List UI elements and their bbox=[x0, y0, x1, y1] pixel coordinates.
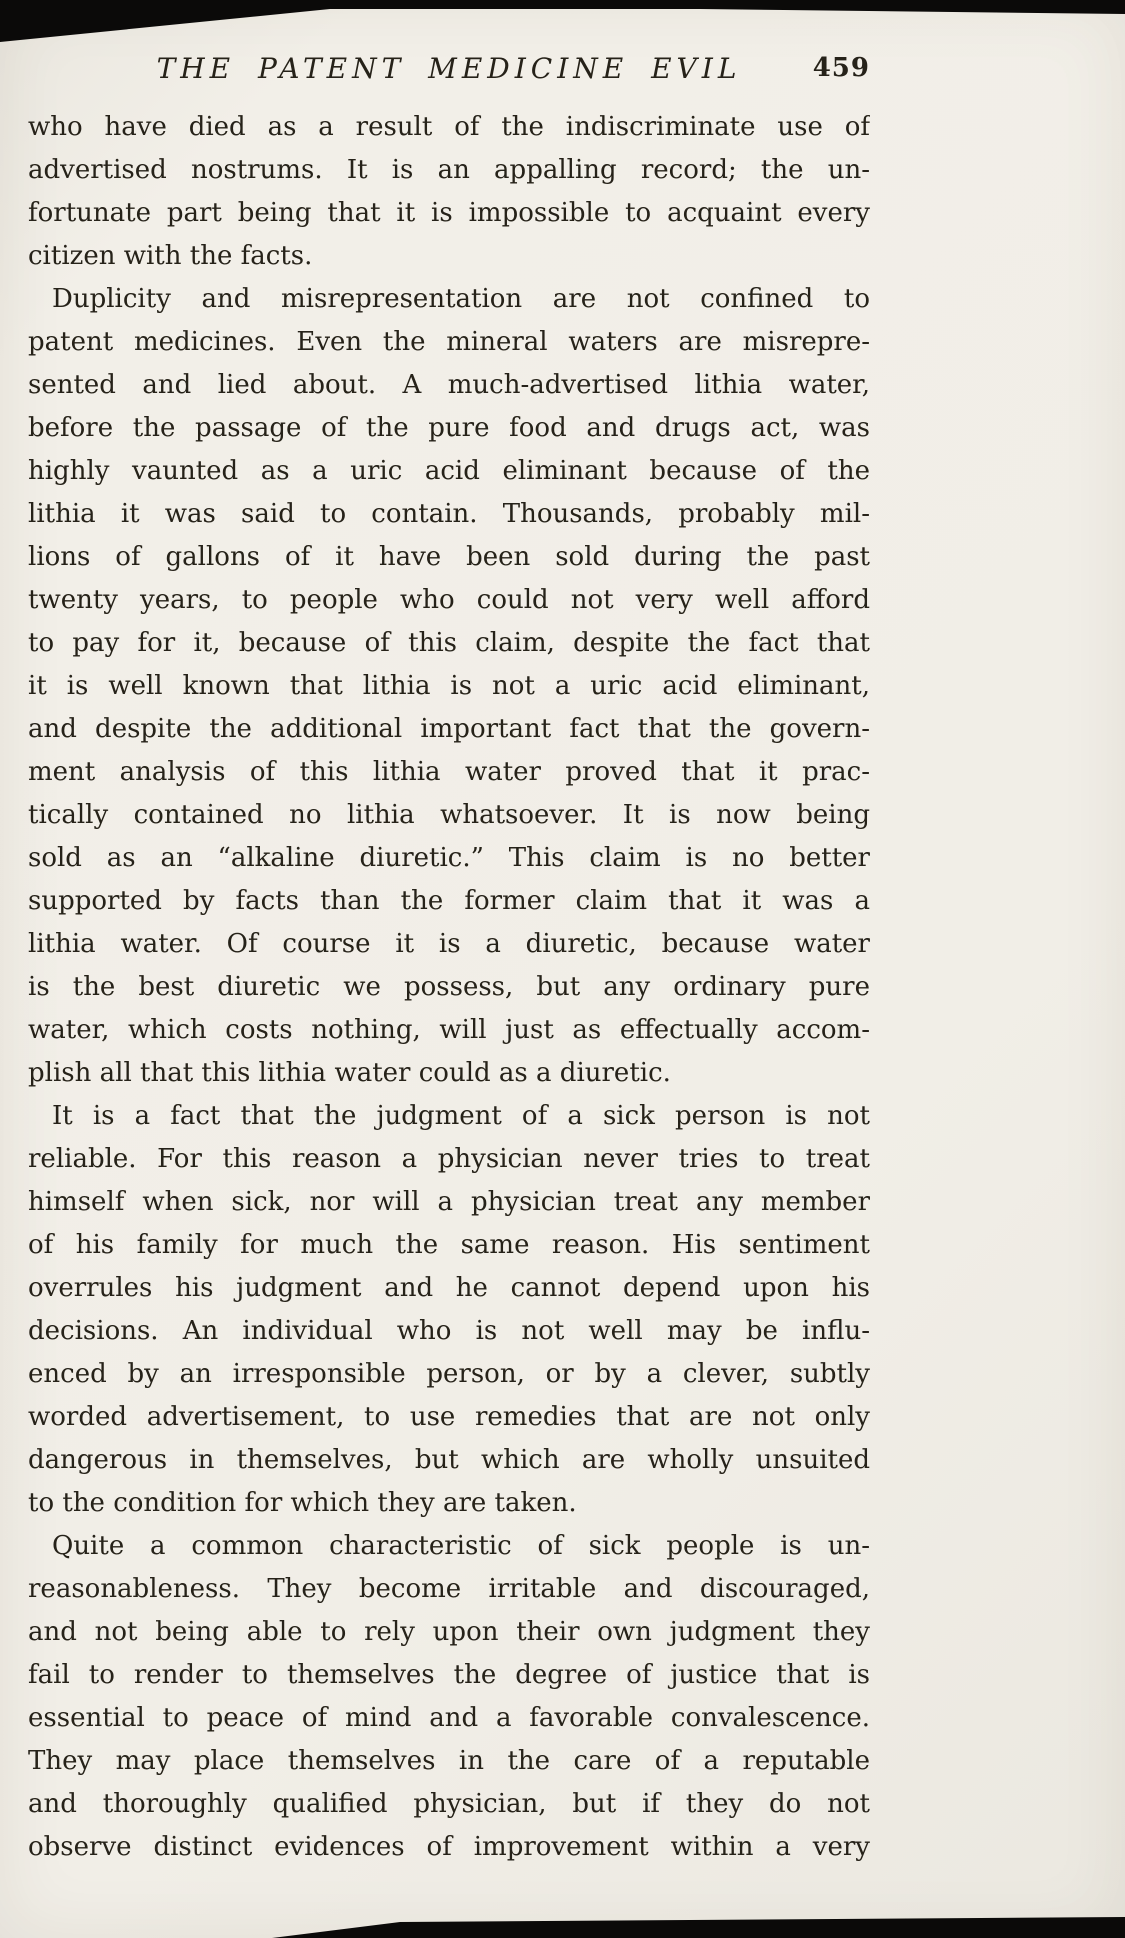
text-line: lions of gallons of it have been sold during the past bbox=[28, 542, 870, 572]
text-line: twenty years, to people who could not very well afford bbox=[28, 585, 870, 615]
text-line: and not being able to rely upon their own judgment they bbox=[28, 1617, 870, 1647]
text-line: lithia water. Of course it is a diuretic, because water bbox=[28, 929, 870, 959]
text-line: observe distinct evidences of improvement within a very bbox=[28, 1832, 870, 1862]
text-line: advertised nostrums. It is an appalling record; the un- bbox=[28, 155, 870, 185]
page-title: THE PATENT MEDICINE EVIL bbox=[156, 52, 742, 85]
text-line: supported by facts than the former claim that it was a bbox=[28, 886, 870, 916]
text-line: tically contained no lithia whatsoever. It is now being bbox=[28, 800, 870, 830]
text-line: and despite the additional important fact that the govern- bbox=[28, 714, 870, 744]
text-line: They may place themselves in the care of a reputable bbox=[28, 1746, 870, 1776]
text-line: lithia it was said to contain. Thousands, probably mil- bbox=[28, 499, 870, 529]
text-line: decisions. An individual who is not well may be influ- bbox=[28, 1316, 870, 1346]
text-line: Duplicity and misrepresentation are not confined to bbox=[52, 284, 870, 314]
text-line: fortunate part being that it is impossible to acquaint every bbox=[28, 198, 870, 228]
text-line: sold as an “alkaline diuretic.” This claim is no better bbox=[28, 843, 870, 873]
text-line: to pay for it, because of this claim, despite the fact that bbox=[28, 628, 870, 658]
text-line: of his family for much the same reason. His sentiment bbox=[28, 1230, 870, 1260]
text-line: to the condition for which they are taken. bbox=[28, 1488, 577, 1518]
text-line: water, which costs nothing, will just as effectually accom- bbox=[28, 1015, 870, 1045]
text-line: fail to render to themselves the degree of justice that is bbox=[28, 1660, 870, 1690]
text-line: enced by an irresponsible person, or by a clever, subtly bbox=[28, 1359, 870, 1389]
text-line: who have died as a result of the indiscriminate use of bbox=[28, 112, 870, 142]
text-line: is the best diuretic we possess, but any ordinary pure bbox=[28, 972, 870, 1002]
top-scan-edge-artifact bbox=[0, 0, 1125, 46]
text-line: ment analysis of this lithia water proved that it prac- bbox=[28, 757, 870, 787]
page-number: 459 bbox=[812, 53, 870, 83]
text-line: highly vaunted as a uric acid eliminant because of the bbox=[28, 456, 870, 486]
text-line: citizen with the facts. bbox=[28, 241, 313, 271]
text-line: essential to peace of mind and a favorable convalescence. bbox=[28, 1703, 870, 1733]
text-line: before the passage of the pure food and drugs act, was bbox=[28, 413, 870, 443]
text-line: it is well known that lithia is not a uric acid eliminant, bbox=[28, 671, 870, 701]
text-line: and thoroughly qualified physician, but if they do not bbox=[28, 1789, 870, 1819]
running-header bbox=[28, 52, 870, 92]
top-edge-shape bbox=[0, 0, 1125, 42]
text-line: worded advertisement, to use remedies that are not only bbox=[28, 1402, 870, 1432]
bottom-scan-edge-artifact bbox=[0, 1908, 1125, 1938]
text-line: Quite a common characteristic of sick people is un- bbox=[52, 1531, 870, 1561]
text-line: himself when sick, nor will a physician treat any member bbox=[28, 1187, 870, 1217]
text-line: plish all that this lithia water could as a diuretic. bbox=[28, 1058, 671, 1088]
text-line: patent medicines. Even the mineral waters are misrepre- bbox=[28, 327, 870, 357]
bottom-edge-shape bbox=[272, 1917, 1125, 1938]
text-line: It is a fact that the judgment of a sick person is not bbox=[52, 1101, 870, 1131]
text-line: dangerous in themselves, but which are wholly unsuited bbox=[28, 1445, 870, 1475]
text-line: reasonableness. They become irritable and discouraged, bbox=[28, 1574, 870, 1604]
text-line: reliable. For this reason a physician never tries to treat bbox=[28, 1144, 870, 1174]
text-block bbox=[28, 106, 870, 1869]
text-line: sented and lied about. A much-advertised lithia water, bbox=[28, 370, 870, 400]
text-line: overrules his judgment and he cannot depend upon his bbox=[28, 1273, 870, 1303]
